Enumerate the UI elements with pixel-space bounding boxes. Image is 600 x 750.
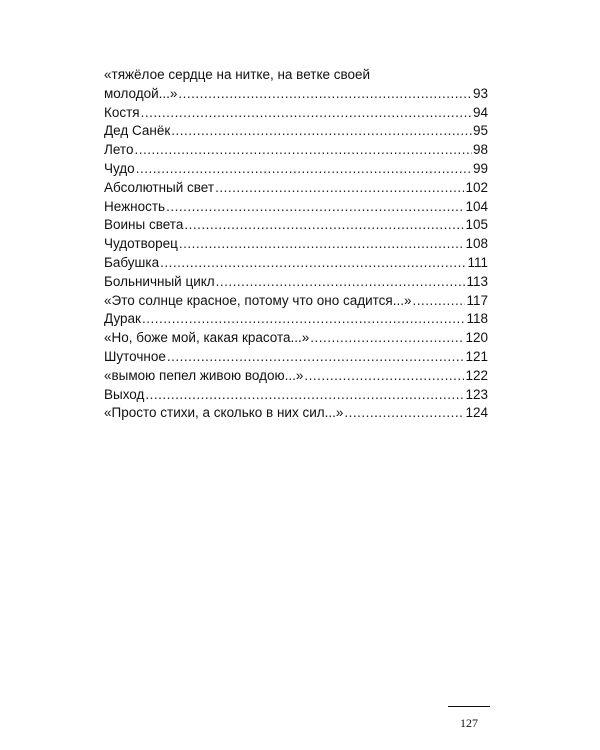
toc-entry-page: 102: [465, 179, 488, 195]
toc-entry-page: 95: [472, 123, 488, 139]
table-of-contents: [104, 66, 488, 423]
toc-entry-page: 121: [465, 348, 488, 364]
dot-leader: [145, 386, 464, 405]
toc-entry-title: Шуточное: [104, 348, 166, 364]
toc-entry-page: 118: [466, 311, 488, 327]
dot-leader: [344, 404, 464, 423]
dot-leader: [141, 104, 472, 123]
toc-entry: [104, 367, 488, 386]
dot-leader: [136, 160, 472, 179]
toc-entry-title-line1: «тяжёлое сердце на нитке, на ветке своей: [104, 67, 371, 82]
toc-entry-page: 111: [467, 254, 488, 270]
toc-entry-page: 108: [465, 236, 488, 252]
dot-leader: [310, 329, 464, 348]
toc-entry: [104, 160, 488, 179]
toc-entry-title: Абсолютный свет: [104, 179, 215, 195]
toc-entry-title: Дед Санёк: [104, 123, 171, 139]
toc-entry-page: 113: [466, 273, 488, 289]
toc-entry: [104, 254, 488, 273]
toc-entry-title: «Это солнце красное, потому что оно садится...»: [104, 292, 412, 308]
dot-leader: [160, 254, 466, 273]
toc-entry-page: 122: [465, 367, 488, 383]
toc-entry-title: Нежность: [104, 198, 166, 214]
toc-entry-title: Дурак: [104, 311, 141, 327]
toc-entry: [104, 216, 488, 235]
toc-entry-page: 123: [465, 386, 488, 402]
toc-entry: [104, 386, 488, 405]
toc-entry: [104, 122, 488, 141]
toc-entry-title: Бабушка: [104, 254, 160, 270]
toc-entry-page: 104: [465, 198, 488, 214]
toc-entry-page: 105: [465, 217, 488, 233]
dot-leader: [178, 85, 472, 104]
footer-rule: [448, 706, 490, 707]
toc-entry: [104, 198, 488, 217]
toc-entry: [104, 66, 488, 104]
toc-entry-title: молодой...»: [104, 85, 178, 101]
toc-entry: [104, 348, 488, 367]
dot-leader: [167, 348, 465, 367]
dot-leader: [413, 292, 466, 311]
page-number: 127: [460, 716, 478, 730]
toc-entry-page: 99: [472, 160, 488, 176]
dot-leader: [179, 235, 465, 254]
dot-leader: [134, 141, 472, 160]
toc-entry-title: Костя: [104, 104, 140, 120]
dot-leader: [216, 273, 466, 292]
toc-entry-title: Лето: [104, 142, 134, 158]
toc-entry: [104, 104, 488, 123]
toc-entry-page: 124: [465, 405, 488, 421]
toc-entry-page: 98: [472, 142, 488, 158]
toc-entry: [104, 310, 488, 329]
dot-leader: [215, 179, 464, 198]
toc-entry: [104, 235, 488, 254]
toc-entry-title: «Но, боже мой, какая красота...»: [104, 330, 310, 346]
toc-entry-title: Чудотворец: [104, 236, 178, 252]
toc-entry-page: 117: [466, 292, 488, 308]
dot-leader: [142, 310, 466, 329]
toc-entry-title: Чудо: [104, 160, 135, 176]
toc-entry-title: Воины света: [104, 217, 184, 233]
toc-entry-line: [104, 85, 488, 104]
toc-entry: [104, 404, 488, 423]
toc-entry-title: Больничный цикл: [104, 273, 215, 289]
toc-entry: [104, 292, 488, 311]
toc-entry: [104, 141, 488, 160]
dot-leader: [171, 122, 472, 141]
toc-entry-page: 120: [465, 330, 488, 346]
toc-entry: [104, 179, 488, 198]
dot-leader: [184, 216, 464, 235]
toc-entry-page: 93: [472, 85, 488, 101]
dot-leader: [304, 367, 464, 386]
toc-entry: [104, 273, 488, 292]
toc-entry-page: 94: [472, 104, 488, 120]
dot-leader: [166, 198, 464, 217]
toc-entry-title: Выход: [104, 386, 145, 402]
toc-entry-title: «Просто стихи, а сколько в них сил...»: [104, 405, 344, 421]
toc-entry: [104, 329, 488, 348]
toc-entry-title: «вымою пепел живою водою...»: [104, 367, 304, 383]
